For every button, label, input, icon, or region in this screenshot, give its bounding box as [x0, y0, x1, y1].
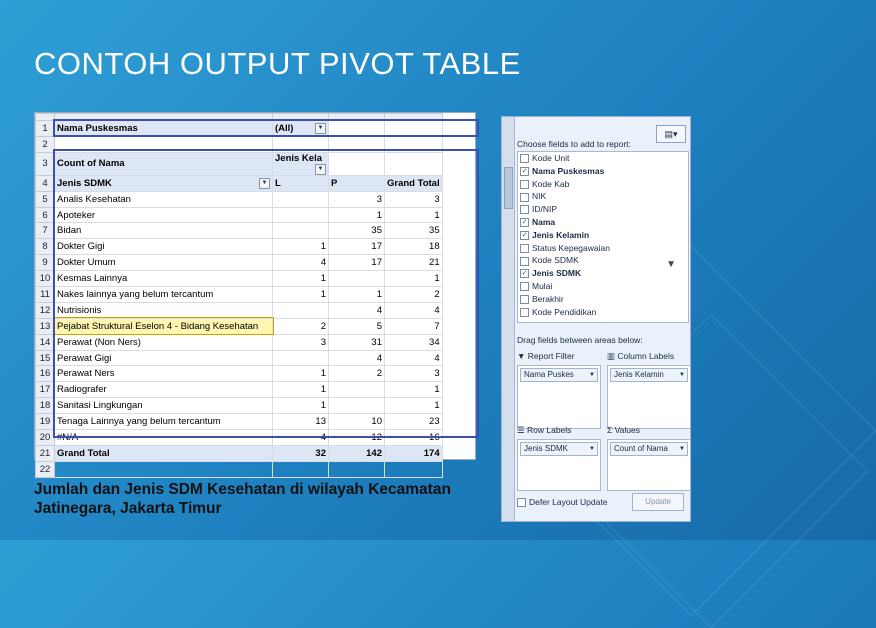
row-labels-area[interactable]: [517, 439, 601, 491]
table-row: [36, 152, 443, 175]
pivot-field-list-pane: [501, 116, 691, 522]
table-cell[interactable]: 35: [329, 223, 385, 239]
table-cell[interactable]: 1: [273, 382, 329, 398]
pivot-table: [35, 113, 443, 478]
row-number: 12: [36, 302, 55, 318]
rows-icon: ☰: [517, 425, 525, 435]
field-checkbox[interactable]: [520, 295, 529, 304]
field-label: Kode Pendidikan: [532, 306, 597, 317]
row-number: 16: [36, 366, 55, 382]
table-cell[interactable]: Tenaga Lainnya yang belum tercantum: [55, 414, 273, 430]
field-checkbox[interactable]: [520, 180, 529, 189]
field-item[interactable]: [518, 229, 688, 242]
field-item[interactable]: [518, 203, 688, 216]
table-cell[interactable]: [385, 136, 443, 152]
field-checkbox[interactable]: ✓: [521, 232, 528, 240]
table-cell[interactable]: [329, 461, 385, 477]
table-cell[interactable]: 17: [329, 239, 385, 255]
table-row: [36, 302, 443, 318]
table-row: [36, 414, 443, 430]
row-number: 14: [36, 334, 55, 350]
field-item[interactable]: [518, 254, 688, 267]
table-row: [36, 334, 443, 350]
row-number: 10: [36, 271, 55, 287]
table-cell[interactable]: 3: [273, 334, 329, 350]
field-label: Berakhir: [532, 293, 564, 304]
field-label: Nama: [532, 216, 556, 227]
table-cell[interactable]: 1: [385, 271, 443, 287]
table-cell[interactable]: 2: [385, 287, 443, 303]
table-cell[interactable]: [273, 136, 329, 152]
field-label: NIK: [532, 191, 547, 202]
caption-line-1: Jumlah dan Jenis SDM Kesehatan di wilayah Kecamatan: [34, 481, 451, 498]
table-cell[interactable]: [385, 121, 443, 137]
row-number: 17: [36, 382, 55, 398]
choose-fields-label: Choose fields to add to report:: [517, 139, 631, 149]
field-item[interactable]: [518, 293, 688, 306]
table-cell[interactable]: 1: [385, 398, 443, 414]
table-cell[interactable]: [273, 207, 329, 223]
table-cell[interactable]: Bidan: [55, 223, 273, 239]
table-cell[interactable]: [329, 271, 385, 287]
values-chip[interactable]: Count of Nama ▼: [610, 442, 688, 456]
table-cell[interactable]: 18: [385, 239, 443, 255]
field-checkbox[interactable]: [520, 154, 529, 163]
field-item[interactable]: [518, 267, 688, 280]
row-number: 11: [36, 287, 55, 303]
row-number: 13: [36, 318, 55, 334]
table-row: [36, 121, 443, 137]
table-cell[interactable]: 7: [385, 318, 443, 334]
drag-fields-label: Drag fields between areas below:: [517, 335, 643, 345]
field-label: Jenis Kelamin: [532, 229, 590, 240]
table-cell[interactable]: [329, 382, 385, 398]
table-row: [36, 271, 443, 287]
row-number: 18: [36, 398, 55, 414]
table-cell[interactable]: [385, 152, 443, 175]
slide-title: CONTOH OUTPUT PIVOT TABLE: [34, 46, 521, 81]
table-cell[interactable]: 3: [329, 191, 385, 207]
table-cell[interactable]: Perawat Gigi: [55, 350, 273, 366]
field-list: [517, 151, 689, 323]
caption-line-2: Jatinegara, Jakarta Timur: [34, 500, 222, 517]
table-cell[interactable]: Dokter Umum: [55, 255, 273, 271]
table-row: [36, 366, 443, 382]
chevron-down-icon: ▼: [679, 372, 685, 378]
table-cell[interactable]: Sanitasi Lingkungan: [55, 398, 273, 414]
table-cell[interactable]: Grand Total: [385, 175, 443, 191]
scroll-thumb[interactable]: [504, 167, 513, 209]
table-cell[interactable]: 1: [385, 207, 443, 223]
table-cell[interactable]: [273, 191, 329, 207]
row-number: 2: [36, 136, 55, 152]
field-label: ID/NIP: [532, 204, 558, 215]
table-cell[interactable]: 4: [329, 302, 385, 318]
report-filter-chip[interactable]: Nama Puskes ▼: [520, 368, 598, 382]
table-cell[interactable]: Dokter Gigi: [55, 239, 273, 255]
table-cell[interactable]: 4: [273, 430, 329, 446]
table-cell[interactable]: [273, 461, 329, 477]
table-cell[interactable]: Nutrisionis: [55, 302, 273, 318]
table-cell[interactable]: Jenis Kela ▼: [273, 152, 329, 175]
table-cell[interactable]: Nakes lainnya yang belum tercantum: [55, 287, 273, 303]
table-cell[interactable]: 1: [273, 366, 329, 382]
table-cell[interactable]: Kesmas Lainnya: [55, 271, 273, 287]
dropdown-arrow-icon[interactable]: ▼: [315, 164, 326, 175]
table-cell[interactable]: 21: [385, 255, 443, 271]
table-row: [36, 350, 443, 366]
table-cell[interactable]: [329, 121, 385, 137]
table-cell[interactable]: 1: [385, 382, 443, 398]
filter-icon: ▼: [517, 351, 526, 361]
table-cell[interactable]: Perawat Ners: [55, 366, 273, 382]
field-label: Status Kepegawaian: [532, 242, 610, 253]
table-row: [36, 255, 443, 271]
table-cell[interactable]: 35: [385, 223, 443, 239]
sigma-icon: Σ: [607, 425, 613, 435]
chevron-down-icon: ▼: [589, 372, 595, 378]
table-cell[interactable]: [329, 152, 385, 175]
report-filter-header: ▼ Report Filter: [517, 351, 575, 361]
row-number: 21: [36, 445, 55, 461]
table-cell[interactable]: Nama Puskesmas: [55, 121, 273, 137]
table-cell[interactable]: Pejabat Struktural Eselon 4 - Bidang Kesehatan: [55, 318, 273, 334]
row-labels-header: ☰ Row Labels: [517, 425, 572, 435]
chevron-down-icon: ▼: [589, 446, 595, 452]
table-cell[interactable]: P: [329, 175, 385, 191]
row-number: 6: [36, 207, 55, 223]
table-row: [36, 191, 443, 207]
table-cell[interactable]: Analis Kesehatan: [55, 191, 273, 207]
row-number: 4: [36, 175, 55, 191]
table-cell[interactable]: [329, 398, 385, 414]
row-number: 7: [36, 223, 55, 239]
table-cell[interactable]: 31: [329, 334, 385, 350]
table-cell[interactable]: 4: [385, 302, 443, 318]
table-cell[interactable]: 5: [329, 318, 385, 334]
field-checkbox[interactable]: [520, 257, 529, 266]
field-item[interactable]: [518, 152, 688, 165]
table-row: [36, 398, 443, 414]
table-row: [36, 461, 443, 477]
table-cell[interactable]: Count of Nama: [55, 152, 273, 175]
table-cell[interactable]: [55, 461, 273, 477]
table-cell[interactable]: 2: [273, 318, 329, 334]
table-cell[interactable]: 1: [329, 207, 385, 223]
table-cell[interactable]: 2: [329, 366, 385, 382]
table-cell[interactable]: 13: [273, 414, 329, 430]
table-cell[interactable]: 1: [329, 287, 385, 303]
table-cell[interactable]: [273, 302, 329, 318]
table-cell[interactable]: 4: [329, 350, 385, 366]
table-row: [36, 223, 443, 239]
field-item[interactable]: [518, 216, 688, 229]
field-label: Jenis SDMK: [532, 268, 582, 279]
values-area[interactable]: [607, 439, 691, 491]
field-label: Kode SDMK: [532, 255, 579, 266]
field-checkbox[interactable]: [520, 193, 529, 202]
table-row: [36, 175, 443, 191]
table-cell[interactable]: #N/A: [55, 430, 273, 446]
table-row: [36, 430, 443, 446]
field-label: Mulai: [532, 280, 553, 291]
table-cell[interactable]: 4: [273, 255, 329, 271]
defer-checkbox[interactable]: [517, 498, 526, 507]
report-filter-area[interactable]: [517, 365, 601, 429]
table-cell[interactable]: (All) ▼: [273, 121, 329, 137]
table-cell[interactable]: 142: [329, 445, 385, 461]
row-number: 3: [36, 152, 55, 175]
column-labels-chip[interactable]: Jenis Kelamin ▼: [610, 368, 688, 382]
table-cell[interactable]: Perawat (Non Ners): [55, 334, 273, 350]
table-cell[interactable]: 1: [273, 239, 329, 255]
field-label: Kode Kab: [532, 178, 570, 189]
field-item[interactable]: [518, 165, 688, 178]
row-labels-chip[interactable]: Jenis SDMK ▼: [520, 442, 598, 456]
table-cell[interactable]: L: [273, 175, 329, 191]
filter-funnel-icon[interactable]: ▼: [666, 259, 676, 270]
table-cell[interactable]: 34: [385, 334, 443, 350]
table-cell[interactable]: 12: [329, 430, 385, 446]
table-cell[interactable]: Grand Total: [55, 445, 273, 461]
table-cell[interactable]: 32: [273, 445, 329, 461]
columns-icon: ▥: [607, 351, 616, 361]
table-row: [36, 239, 443, 255]
dropdown-arrow-icon[interactable]: ▼: [315, 123, 326, 134]
field-checkbox[interactable]: [520, 282, 529, 291]
field-checkbox[interactable]: ✓: [521, 270, 528, 278]
table-cell[interactable]: [55, 136, 273, 152]
table-cell[interactable]: 1: [273, 398, 329, 414]
table-cell[interactable]: [385, 461, 443, 477]
table-cell[interactable]: [273, 350, 329, 366]
table-row: [36, 318, 443, 334]
row-number: 1: [36, 121, 55, 137]
table-cell[interactable]: 16: [385, 430, 443, 446]
column-labels-header: ▥ Column Labels: [607, 351, 675, 361]
table-row: [36, 287, 443, 303]
table-cell[interactable]: 174: [385, 445, 443, 461]
table-cell[interactable]: 1: [273, 271, 329, 287]
row-number: 22: [36, 461, 55, 477]
field-label: Kode Unit: [532, 153, 570, 163]
values-header: Σ Values: [607, 425, 640, 435]
row-number: 9: [36, 255, 55, 271]
table-cell[interactable]: 4: [385, 350, 443, 366]
layout-icon: ▤▾: [664, 129, 678, 139]
table-cell[interactable]: 1: [273, 287, 329, 303]
dropdown-arrow-icon[interactable]: ▼: [259, 178, 270, 189]
table-cell[interactable]: Radiografer: [55, 382, 273, 398]
pane-scrollbar[interactable]: [502, 117, 515, 521]
table-cell[interactable]: 23: [385, 414, 443, 430]
field-item[interactable]: [518, 242, 688, 255]
table-row: [36, 382, 443, 398]
table-cell[interactable]: 3: [385, 366, 443, 382]
update-button[interactable]: Update: [632, 493, 684, 511]
field-item[interactable]: [518, 306, 688, 319]
field-checkbox[interactable]: ✓: [521, 168, 528, 176]
table-cell[interactable]: Jenis SDMK ▼: [55, 175, 273, 191]
row-number: 19: [36, 414, 55, 430]
table-row: [36, 136, 443, 152]
column-labels-area[interactable]: [607, 365, 691, 429]
row-number: 5: [36, 191, 55, 207]
table-cell[interactable]: 3: [385, 191, 443, 207]
table-cell[interactable]: Apoteker: [55, 207, 273, 223]
table-cell[interactable]: 17: [329, 255, 385, 271]
field-checkbox[interactable]: [520, 308, 529, 317]
field-checkbox[interactable]: [520, 244, 529, 253]
table-cell[interactable]: [329, 136, 385, 152]
row-number: 8: [36, 239, 55, 255]
excel-sheet: [34, 112, 476, 475]
table-cell[interactable]: 10: [329, 414, 385, 430]
field-item[interactable]: [518, 178, 688, 191]
row-number: 20: [36, 430, 55, 446]
field-checkbox[interactable]: [520, 205, 529, 214]
field-label: Nama Puskesmas: [532, 165, 605, 176]
table-row: [36, 445, 443, 461]
field-item[interactable]: [518, 280, 688, 293]
field-item[interactable]: [518, 190, 688, 203]
slide-caption: [34, 480, 451, 518]
defer-layout-update[interactable]: Defer Layout Update: [517, 497, 607, 507]
layout-options-button[interactable]: [656, 125, 686, 143]
row-number: 15: [36, 350, 55, 366]
table-cell[interactable]: [273, 223, 329, 239]
field-checkbox[interactable]: ✓: [521, 219, 528, 227]
table-row: [36, 207, 443, 223]
chevron-down-icon: ▼: [679, 446, 685, 452]
column-header-row: [36, 114, 443, 121]
